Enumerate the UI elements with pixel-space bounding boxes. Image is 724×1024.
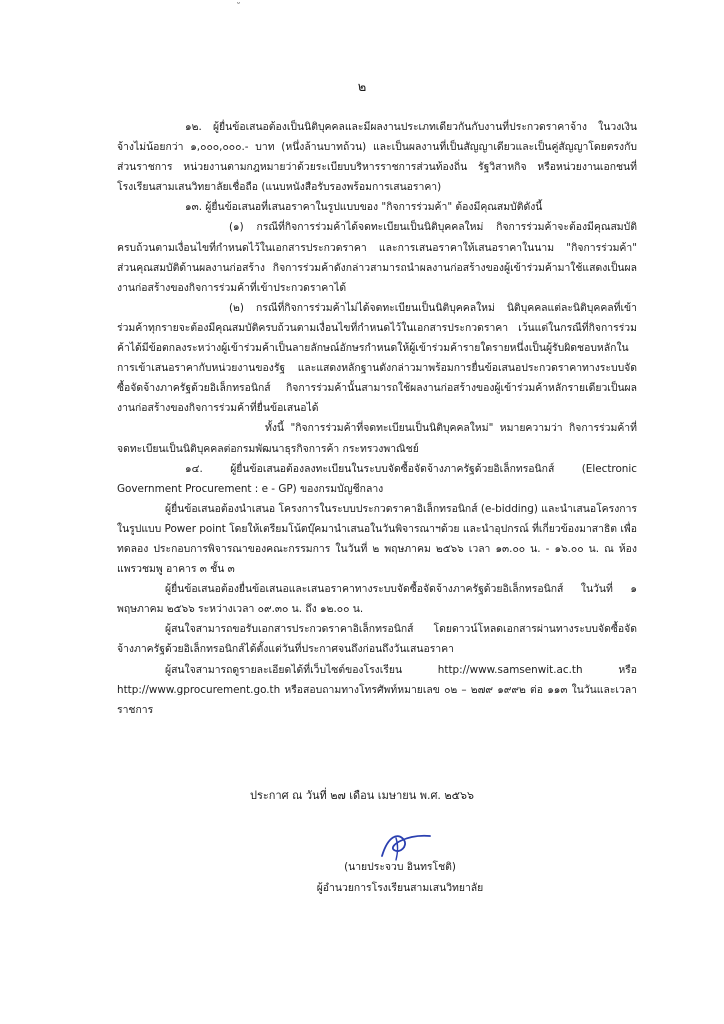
page-number: ๒ <box>357 80 367 95</box>
clause-13-1: (๑) กรณีที่กิจการร่วมค้าได้จดทะเบียนเป็นนิติบุคคลใหม่ กิจการร่วมค้าจะต้องมีคุณสมบัติครบถ้วนตามเงื่อนไขที่กำหนดไว้ในเอกสารประกวดราคา และการเสนอราคาให้เสนอราคาในนาม "กิจการร่วมค้า" ส่วนคุณสมบัติด้านผลงานก่อสร้าง กิจการร่วมค้าดังกล่าวสามารถนำผลงานก่อสร้างของผู้เข้าร่วมค้ามาใช้แสดงเป็นผลงานก่อสร้างของกิจการร่วมค้าที่เข้าประกวดราคาได้ <box>117 221 637 294</box>
scan-speck: ˘ <box>236 2 241 13</box>
clause-14: ๑๔. ผู้ยื่นข้อเสนอต้องลงทะเบียนในระบบจัดซื้อจัดจ้างภาครัฐด้วยอิเล็กทรอนิกส์ (Electronic Government Procurement : e - GP) ของกรมบัญชีกลาง <box>117 462 637 495</box>
signatory-title: ผู้อำนวยการโรงเรียนสามเสนวิทยาลัย <box>316 882 484 894</box>
announcement-date: ประกาศ ณ วันที่ ๒๗ เดือน เมษายน พ.ศ. ๒๕๖๖ <box>250 789 474 802</box>
download-paragraph: ผู้สนใจสามารถขอรับเอกสารประกวดราคาอิเล็กทรอนิกส์ โดยดาวน์โหลดเอกสารผ่านทางระบบจัดซื้อจัดจ้างภาครัฐด้วยอิเล็กทรอนิกส์ได้ตั้งแต่วันที่ประกาศจนถึงก่อนถึงวันเสนอราคา <box>117 623 637 656</box>
clause-13-note: ทั้งนี้ "กิจการร่วมค้าที่จดทะเบียนเป็นนิติบุคคลใหม่" หมายความว่า กิจการร่วมค้าที่จดทะเบียนเป็นนิติบุคคลต่อกรมพัฒนาธุรกิจการค้า กระทรวงพาณิชย์ <box>117 422 637 455</box>
contact-paragraph: ผู้สนใจสามารถดูรายละเอียดได้ที่เว็บไซต์ของโรงเรียน http://www.samsenwit.ac.th หรือ http://www.gprocurement.go.th หรือสอบถามทางโทรศัพท์หมายเลข ๐๒ – ๒๗๙ ๑๙๙๒ ต่อ ๑๑๓ ในวันและเวลาราชการ <box>117 663 637 716</box>
clause-13: ๑๓. ผู้ยื่นข้อเสนอที่เสนอราคาในรูปแบบของ "กิจการร่วมค้า" ต้องมีคุณสมบัติดังนี้ <box>185 201 543 214</box>
signature <box>376 826 436 862</box>
presentation-paragraph: ผู้ยื่นข้อเสนอต้องนำเสนอ โครงการในระบบประกวดราคาอิเล็กทรอนิกส์ (e-bidding) และนำเสนอโครงการในรูปแบบ Power point โดยให้เตรียมโน้ตบุ๊คมานำเสนอในวันพิจารณาฯด้วย และนำอุปกรณ์ ที่เกี่ยวข้องมาสาธิต เพื่อทดลอง ประกอบการพิจารณาของคณะกรรมการ ในวันที่ ๒ พฤษภาคม ๒๕๖๖ เวลา ๑๓.๐๐ น. - ๑๖.๐๐ น. ณ ห้องแพรวชมพู อาคาร ๓ ชั้น ๓ <box>117 502 637 576</box>
signatory-name: (นายประจวบ อินทรโชติ) <box>344 861 456 873</box>
clause-12: ๑๒. ผู้ยื่นข้อเสนอต้องเป็นนิติบุคคลและมีผลงานประเภทเดียวกันกับงานที่ประกวดราคาจ้าง ในวงเงินจ้างไม่น้อยกว่า ๑,๐๐๐,๐๐๐.- บาท (หนึ่งล้านบาทถ้วน) และเป็นผลงานที่เป็นสัญญาเดียวและเป็นคู่สัญญาโดยตรงกับส่วนราชการ หน่วยงานตามกฎหมายว่าด้วยระเบียบบริหารราชการส่วนท้องถิ่น รัฐวิสาหกิจ หรือหน่วยงานเอกชนที่โรงเรียนสามเสนวิทยาลัยเชื่อถือ (แนบหนังสือรับรองพร้อมการเสนอราคา) <box>117 121 637 194</box>
clause-13-2: (๒) กรณีที่กิจการร่วมค้าไม่ได้จดทะเบียนเป็นนิติบุคคลใหม่ นิติบุคคลแต่ละนิติบุคคลที่เข้าร่วมค้าทุกรายจะต้องมีคุณสมบัติครบถ้วนตามเงื่อนไขที่กำหนดไว้ในเอกสารประกวดราคา เว้นแต่ในกรณีที่กิจการร่วมค้าได้มีข้อตกลงระหว่างผู้เข้าร่วมค้าเป็นลายลักษณ์อักษรกำหนดให้ผู้เข้าร่วมค้ารายใดรายหนึ่งเป็นผู้รับผิดชอบหลักในการเข้าเสนอราคากับหน่วยงานของรัฐ และแสดงหลักฐานดังกล่าวมาพร้อมการยื่นข้อเสนอประกวดราคาทางระบบจัดซื้อจัดจ้างภาครัฐด้วยอิเล็กทรอนิกส์ กิจการร่วมค้านั้นสามารถใช้ผลงานก่อสร้างของผู้เข้าร่วมค้าหลักรายเดียวเป็นผลงานก่อสร้างของกิจการร่วมค้าที่ยื่นข้อเสนอได้ <box>117 301 637 415</box>
submission-paragraph: ผู้ยื่นข้อเสนอต้องยื่นข้อเสนอและเสนอราคาทางระบบจัดซื้อจัดจ้างภาครัฐด้วยอิเล็กทรอนิกส์ ในวันที่ ๑ พฤษภาคม ๒๕๖๖ ระหว่างเวลา ๐๙.๓๐ น. ถึง ๑๒.๐๐ น. <box>117 583 637 616</box>
document-body <box>117 117 637 720</box>
